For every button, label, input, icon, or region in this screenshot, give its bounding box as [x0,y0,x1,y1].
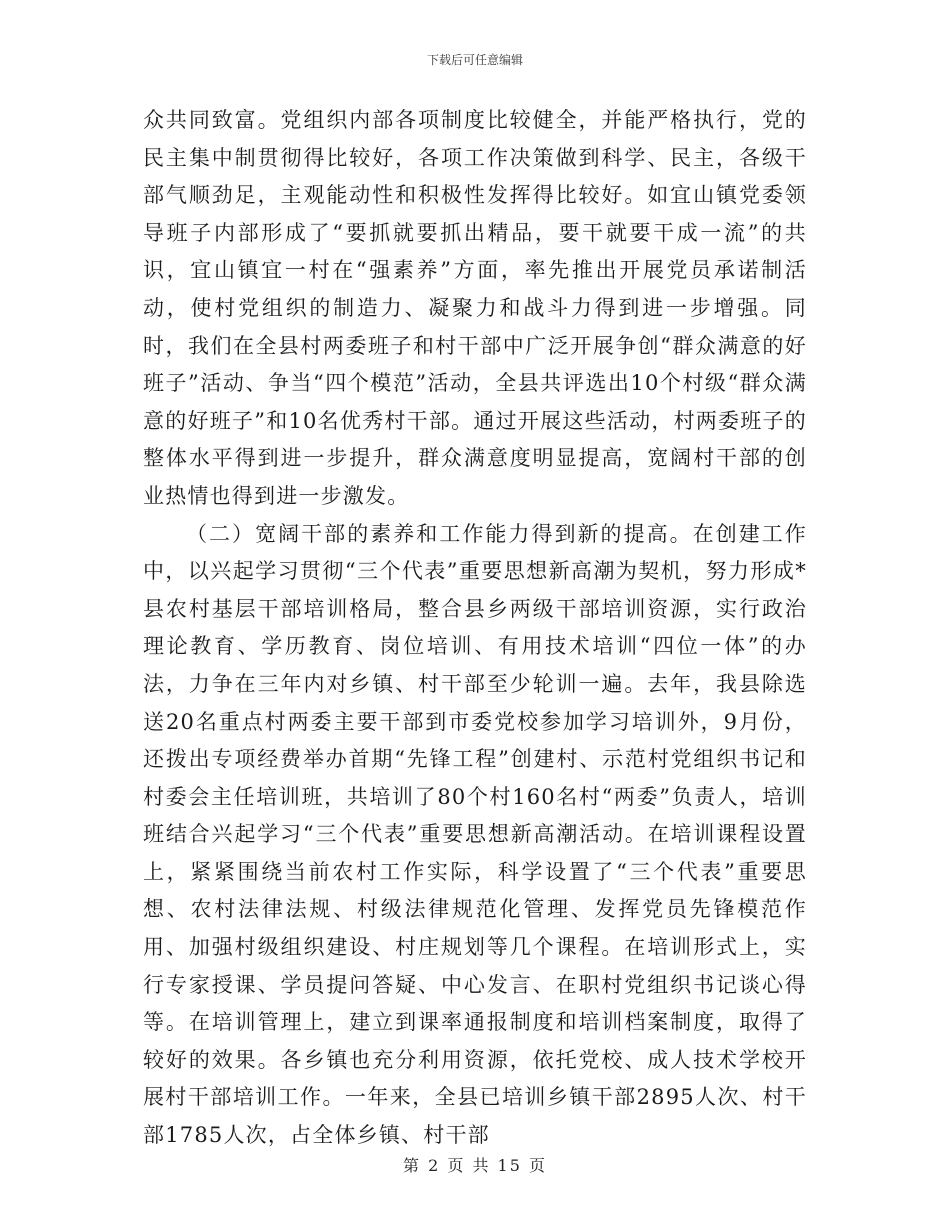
page-number: 第 2 页 共 15 页 [403,1156,547,1175]
paragraph-section-two: （二）宽阔干部的素养和工作能力得到新的提高。在创建工作中，以兴起学习贯彻“三个代表”重要思想新高潮为契机，努力形成*县农村基层干部培训格局，整合县乡两级干部培训资源，实行政治理论教育、学历教育、岗位培训、有用技术培训“四位一体”的办法，力争在三年内对乡镇、村干部至少轮训一遍。去年，我县除选送20名重点村两委主要干部到市委党校参加学习培训外，9月份，还拨出专项经费举办首期“先锋工程”创建村、示范村党组织书记和村委会主任培训班，共培训了80个村160名村“两委”负责人，培训班结合兴起学习“三个代表”重要思想新高潮活动。在培训课程设置上，紧紧围绕当前农村工作实际，科学设置了“三个代表”重要思想、农村法律法规、村级法律规范化管理、发挥党员先锋模范作用、加强村级组织建设、村庄规划等几个课程。在培训形式上，实行专家授课、学员提问答疑、中心发言、在职村党组织书记谈心得等。在培训管理上，建立到课率通报制度和培训档案制度，取得了较好的效果。各乡镇也充分利用资源，依托党校、成人技术学校开展村干部培训工作。一年来，全县已培训乡镇干部2895人次、村干部1785人次，占全体乡镇、村干部 [143,521,807,1148]
page-header [0,52,950,68]
header-note: 下载后可任意编辑 [426,53,523,67]
document-body [143,102,807,1155]
paragraph-continuation: 众共同致富。党组织内部各项制度比较健全，并能严格执行，党的民主集中制贯彻得比较好，各项工作决策做到科学、民主，各级干部气顺劲足，主观能动性和积极性发挥得比较好。如宜山镇党委领导班子内部形成了“要抓就要抓出精品，要干就要干成一流”的共识，宜山镇宜一村在“强素养”方面，率先推出开展党员承诺制活动，使村党组织的制造力、凝聚力和战斗力得到进一步增强。同时，我们在全县村两委班子和村干部中广泛开展争创“群众满意的好班子”活动、争当“四个模范”活动，全县共评选出10个村级“群众满意的好班子”和10名优秀村干部。通过开展这些活动，村两委班子的整体水平得到进一步提升，群众满意度明显提高，宽阔村干部的创业热情也得到进一步激发。 [143,108,807,508]
page-footer [0,1156,950,1176]
